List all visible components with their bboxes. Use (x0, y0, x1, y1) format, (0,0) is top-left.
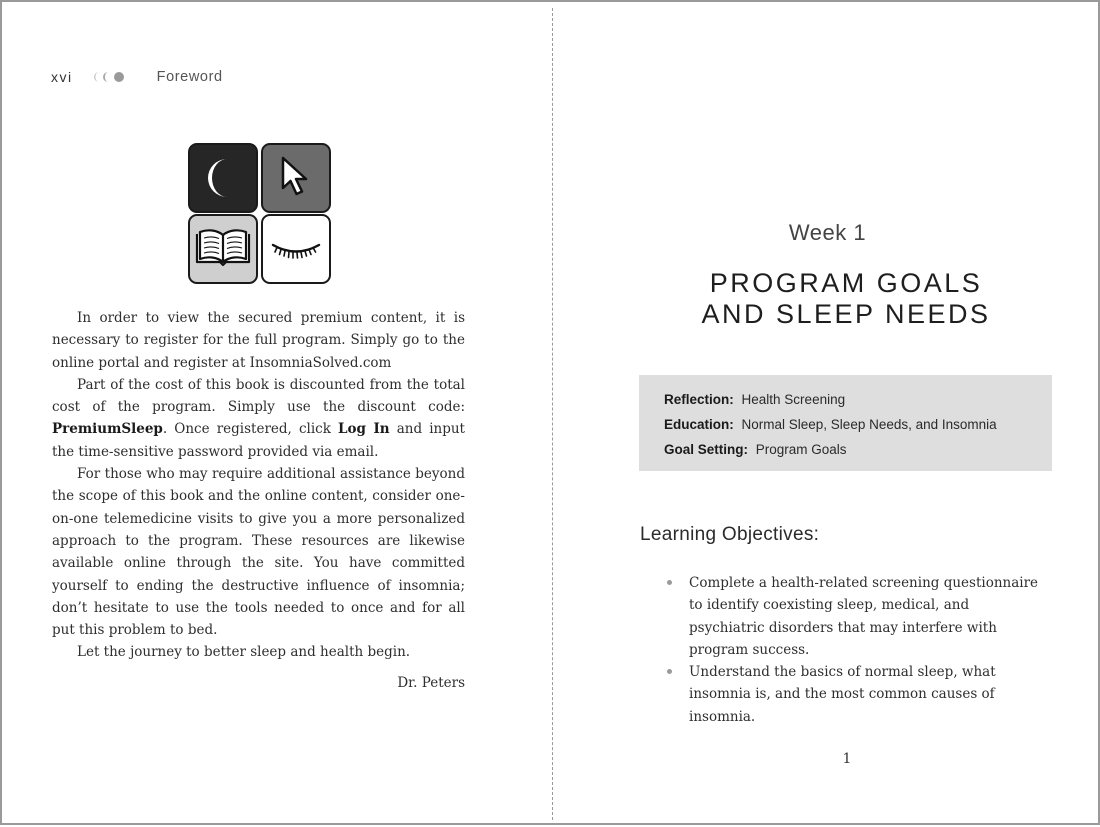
chapter-title-line: PROGRAM GOALS (709, 268, 983, 298)
logo-tile-book (188, 214, 258, 284)
objective-text: Complete a health-related screening questionnaire to identify coexisting sleep, medical, and psychiatric disorders that may interfere with program success. (689, 575, 1039, 658)
paragraph-text: . Once registered, click (162, 421, 338, 438)
page-number: 1 (842, 751, 852, 767)
summary-value: Program Goals (755, 442, 847, 457)
chapter-title-line: AND SLEEP NEEDS (701, 299, 991, 329)
bullet-icon (667, 580, 672, 585)
section-title: Foreword (156, 69, 223, 85)
left-page (2, 2, 552, 827)
log-in-reference: Log In (338, 421, 390, 438)
ornament-icon (93, 71, 127, 83)
summary-row (664, 437, 1052, 462)
list-item (665, 661, 1045, 728)
folio: xvi (51, 69, 73, 85)
right-page (553, 2, 1100, 827)
logo-tile-cursor (261, 143, 331, 213)
objectives-list (665, 572, 1045, 728)
logo-tile-moon (188, 143, 258, 213)
signature: Dr. Peters (397, 674, 465, 691)
foreword-body (52, 307, 465, 694)
moon-icon (190, 145, 256, 211)
summary-row (664, 387, 1052, 412)
running-header (51, 67, 223, 87)
paragraph: In order to view the secured premium content, it is necessary to register for the full program. Simply go to the online portal and register at InsomniaSolved.com (52, 310, 465, 371)
week-label: Week 1 (788, 220, 867, 245)
closed-eye-icon (263, 216, 329, 282)
logo-tile-eye (261, 214, 331, 284)
bullet-icon (667, 669, 672, 674)
week-summary-box (639, 375, 1052, 471)
paragraph: Let the journey to better sleep and health begin. (77, 644, 411, 661)
summary-value: Normal Sleep, Sleep Needs, and Insomnia (741, 417, 997, 432)
cursor-icon (263, 145, 329, 211)
objective-text: Understand the basics of normal sleep, what insomnia is, and the most common causes of insomnia. (689, 664, 996, 725)
paragraph (52, 374, 465, 463)
paragraph-text: Part of the cost of this book is discounted from the total cost of the program. Simply use the discount code: (52, 376, 465, 416)
paragraph: For those who may require additional assistance beyond the scope of this book and the online content, consider one-on-one telemedicine visits to give you a more personalized approach to the program. These resources are likewise available online through the site. You have committed yourself to ending the destructive influence of insomnia; don’t hesitate to use the tools needed to once and for all put this problem to bed. (52, 466, 465, 639)
discount-code: PremiumSleep (52, 421, 163, 438)
book-icon (190, 216, 256, 282)
summary-label: Reflection: (664, 392, 734, 407)
summary-value: Health Screening (741, 392, 846, 407)
chapter-title (553, 268, 1100, 330)
program-logo (188, 143, 333, 287)
objectives-heading: Learning Objectives: (640, 524, 820, 545)
summary-label: Education: (664, 417, 734, 432)
summary-row (664, 412, 1052, 437)
summary-label: Goal Setting: (664, 442, 748, 457)
list-item (665, 572, 1045, 661)
paragraph-text: and input the time-sensitive password provided via email. (52, 421, 465, 460)
